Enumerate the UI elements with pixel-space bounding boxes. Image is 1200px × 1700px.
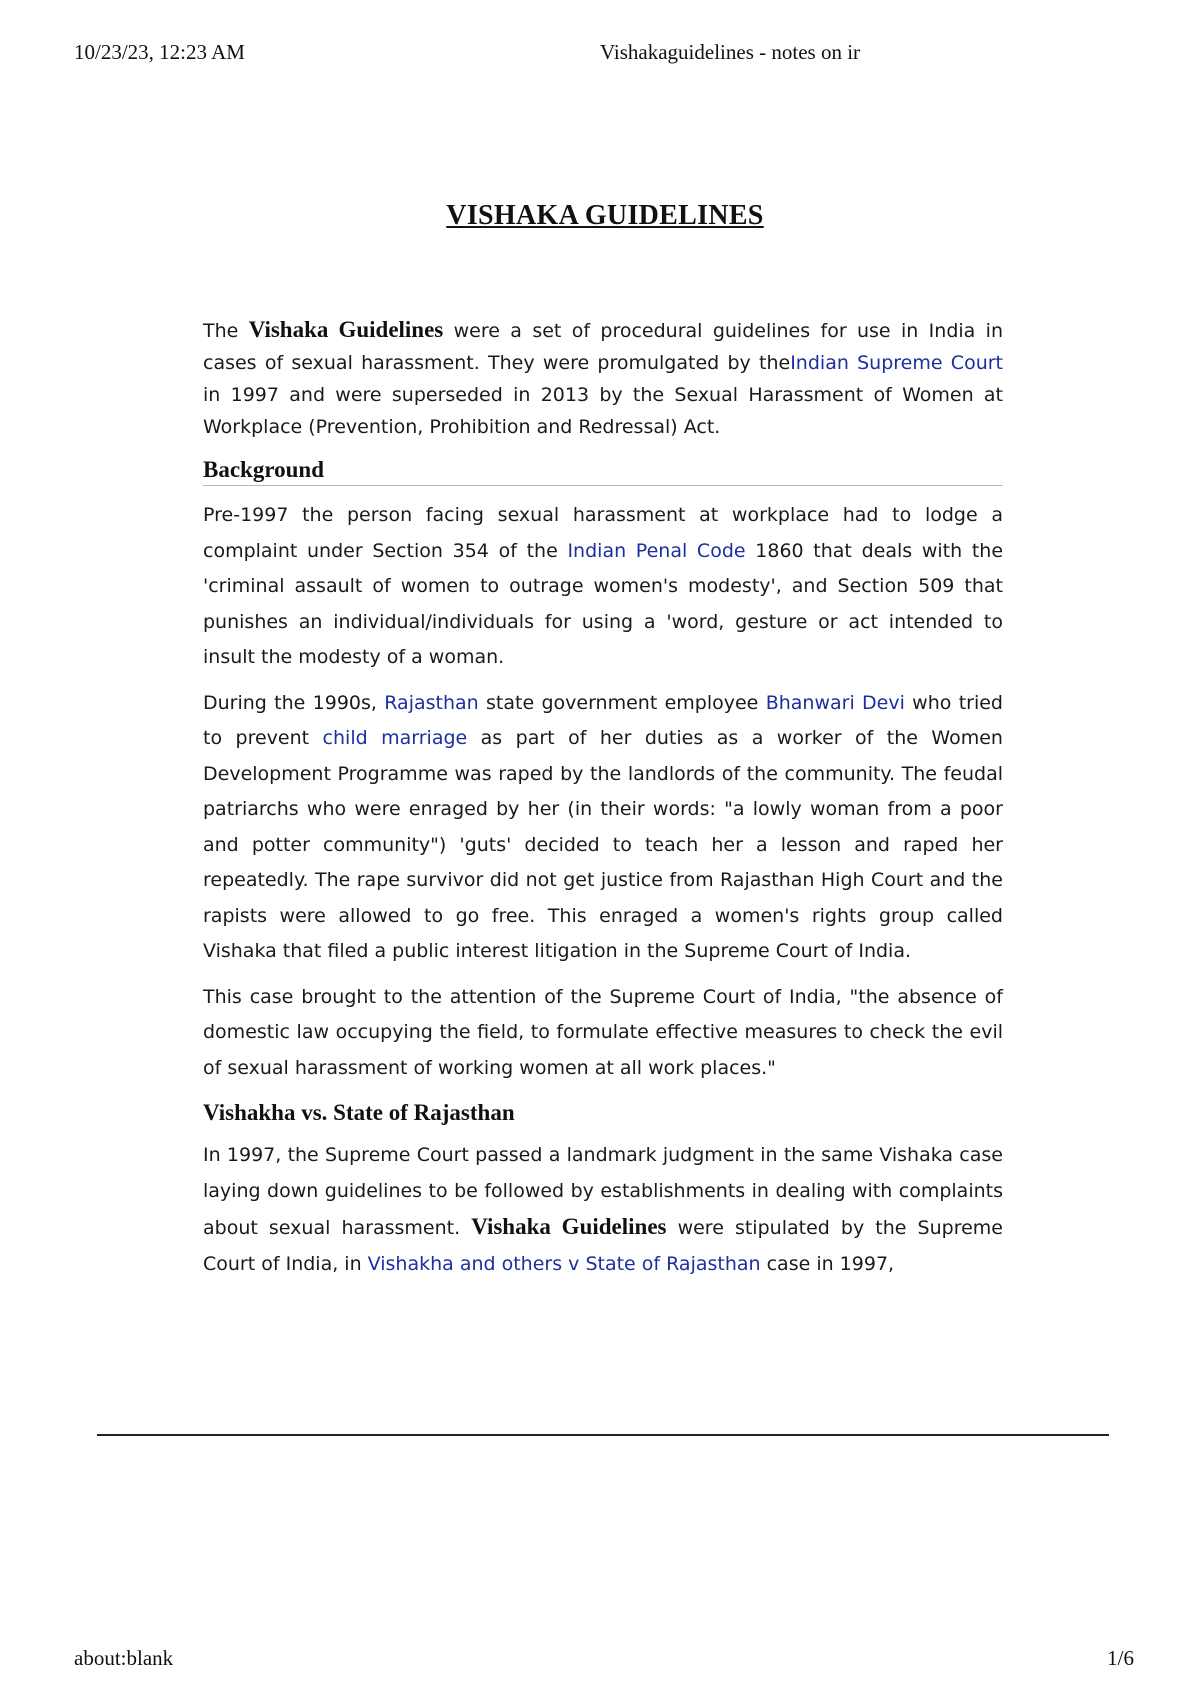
document-body xyxy=(203,314,1003,1282)
footer-divider xyxy=(97,1434,1109,1436)
bold-term: Vishaka Guidelines xyxy=(248,317,444,342)
link-child-marriage[interactable]: child marriage xyxy=(322,727,468,749)
print-footer-url: about:blank xyxy=(74,1646,174,1670)
case-paragraph-1: In 1997, the Supreme Court passed a landmark judgment in the same Vishaka case laying down guidelines to be followed by establishments in dealing with complaints about sexual harassment. Vishaka Guidelines were stipulated by the Supreme Court of India, in Vishakha and others v State of Rajasthan case in 1997, xyxy=(203,1144,1003,1275)
print-footer-page-number: 1/6 xyxy=(1107,1646,1134,1670)
link-vishakha-case[interactable]: Vishakha and others v State of Rajasthan xyxy=(367,1252,761,1275)
background-paragraph-2: During the 1990s, Rajasthan state government employee Bhanwari Devi who tried to prevent child marriage as part of her duties as a worker of the Women Development Programme was raped by the landlords of the community. The feudal patriarchs who were enraged by her (in their words: "a lowly woman from a poor and potter community") 'guts' decided to teach her a lesson and raped her repeatedly. The rape survivor did not get justice from Rajasthan High Court and the rapists were allowed to go free. This enraged a women's rights group called Vishaka that filed a public interest litigation in the Supreme Court of India. xyxy=(203,691,1003,962)
intro-paragraph: The Vishaka Guidelines were a set of procedural guidelines for use in India in cases of sexual harassment. They were promulgated by theIndian Supreme Court in 1997 and were superseded in 2013 by the Sexual Harassment of Women at Workplace (Prevention, Prohibition and Redressal) Act. xyxy=(203,317,1004,438)
section-heading-background: Background xyxy=(203,457,1003,486)
section-heading-vishakha-case: Vishakha vs. State of Rajasthan xyxy=(203,1100,515,1125)
link-indian-penal-code[interactable]: Indian Penal Code xyxy=(567,539,746,562)
print-header-title: Vishakaguidelines - notes on ir xyxy=(600,40,861,64)
document-title: VISHAKA GUIDELINES xyxy=(446,200,764,231)
background-paragraph-1: Pre-1997 the person facing sexual harassment at workplace had to lodge a complaint under Section 354 of the Indian Penal Code 1860 that deals with the 'criminal assault of women to outrage women's modesty', and Section 509 that punishes an individual/individuals for using a 'word, gesture or act intended to insult the modesty of a woman. xyxy=(203,504,1004,668)
print-header-datetime: 10/23/23, 12:23 AM xyxy=(74,40,245,64)
link-indian-supreme-court[interactable]: Indian Supreme Court xyxy=(790,352,1004,374)
link-rajasthan[interactable]: Rajasthan xyxy=(384,691,479,714)
link-bhanwari-devi[interactable]: Bhanwari Devi xyxy=(765,691,905,714)
bold-term: Vishaka Guidelines xyxy=(471,1214,667,1239)
background-paragraph-3: This case brought to the attention of the Supreme Court of India, "the absence of domestic law occupying the field, to formulate effective measures to check the evil of sexual harassment of working women at all work places." xyxy=(203,985,1003,1079)
